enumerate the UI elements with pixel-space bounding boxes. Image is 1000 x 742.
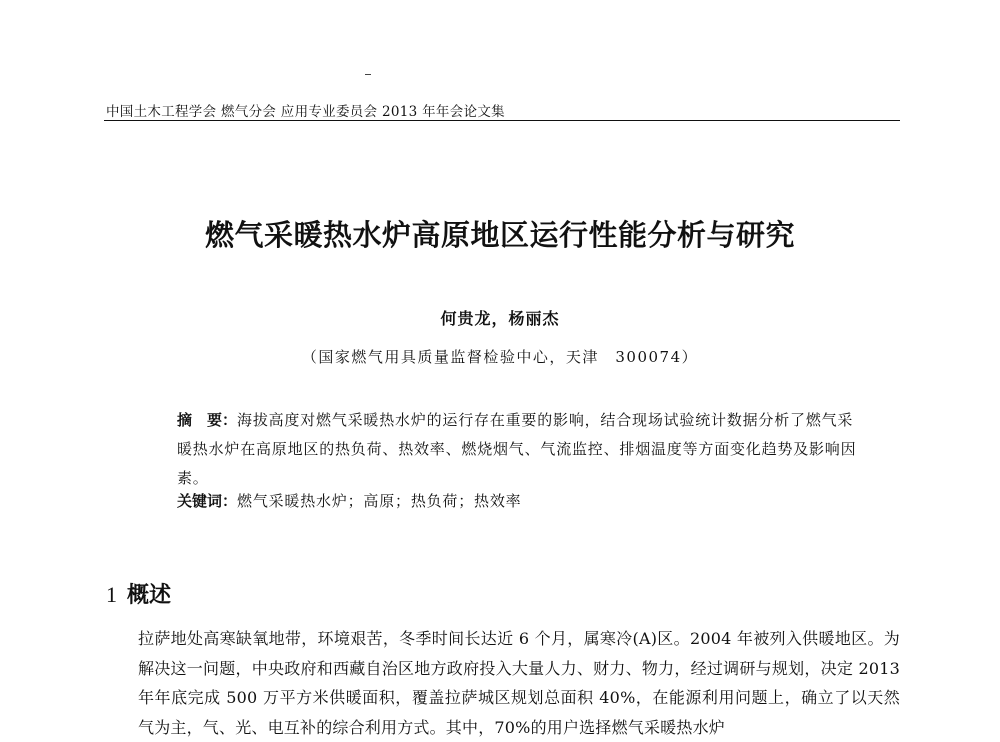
running-header: 中国土木工程学会 燃气分会 应用专业委员会 2013 年年会论文集 bbox=[106, 104, 505, 120]
paper-title: 燃气采暖热水炉高原地区运行性能分析与研究 bbox=[204, 218, 795, 252]
authors: 何贵龙，杨丽杰 bbox=[440, 309, 560, 328]
abstract-paragraph bbox=[141, 406, 866, 493]
section-number: 1 bbox=[106, 582, 117, 607]
keywords-text: 燃气采暖热水炉；高原；热负荷；热效率 bbox=[237, 492, 522, 510]
abstract-label: 摘 要： bbox=[177, 411, 238, 429]
section-heading bbox=[106, 578, 171, 609]
scan-speck bbox=[365, 74, 371, 75]
affiliation: （国家燃气用具质量监督检验中心，天津 300074） bbox=[301, 348, 699, 366]
keywords-label: 关键词： bbox=[177, 492, 238, 510]
header-rule bbox=[104, 120, 900, 121]
section-title: 概述 bbox=[127, 583, 172, 608]
keywords bbox=[177, 490, 867, 511]
body-text bbox=[106, 624, 900, 742]
body-paragraph: 拉萨地处高寒缺氧地带，环境艰苦，冬季时间长达近 6 个月，属寒冷(A)区。2004 年被列入供暖地区。为解决这一问题，中央政府和西藏自治区地方政府投入大量人力、财力、物力，经过调研与规划，决定 2013 年年底完成 500 万平方米供暖面积，覆盖拉萨城区规划总面积 40%，在能源利用问题上，确立了以天然气为主，气、光、电互补的综合利用方式。其中，70%的用户选择燃气采暖热水炉 bbox=[138, 629, 900, 737]
abstract bbox=[141, 406, 866, 493]
abstract-text: 海拔高度对燃气采暖热水炉的运行存在重要的影响，结合现场试验统计数据分析了燃气采暖热水炉在高原地区的热负荷、热效率、燃烧烟气、气流监控、排烟温度等方面变化趋势及影响因素。 bbox=[177, 411, 857, 487]
